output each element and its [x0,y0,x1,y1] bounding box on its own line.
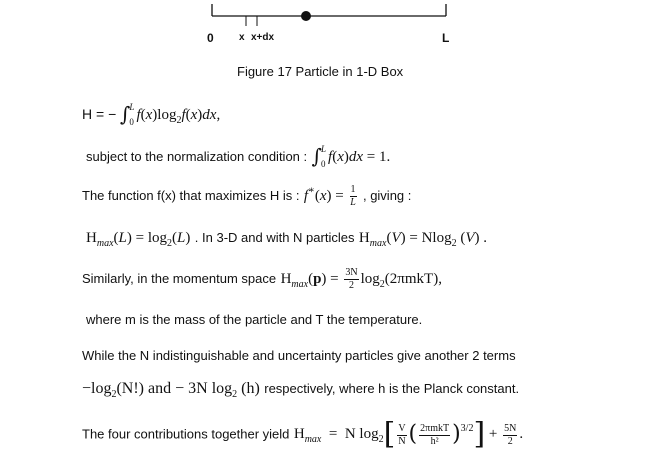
particle-dot [301,11,311,21]
label-l: L [442,31,450,45]
final-result-line: The four contributions together yield $H_{max} = N$ $\log_2$[ $\frac{V}{N}$ ( $\frac{\text{2πmkT}}{\text{h²}}$ )$^{3/2}$] + $\frac{5N}{2}$ . [82,417,524,452]
label-zero: 0 [207,31,214,45]
normalization-line: subject to the normalization condition : ∫ L 0 f(x)dx = 1. [86,143,391,169]
planck-line: $-\log_2(N!)$ and − 3N $\log_2 (h)$ respectively, where h is the Planck constant. [82,380,520,400]
maximizer-after: , giving : [362,187,412,203]
hmax-1d-text: . In 3-D and with N particles [194,230,355,245]
entropy-definition: H = − ∫ L 0 $f(x)\log_2f(x)dx$, [82,101,221,127]
momentum-text: Similarly, in the momentum space [82,270,277,286]
maximizer-line: The function f(x) that maximizes H is : f∗(x) = $\frac{1}{L}$ , giving : [82,184,412,208]
hmax-line: $H_{max}(L) = \log_2(L)$ . In 3-D and with N particles $H_{max}(V) = Nlog_2$ (V) . [86,230,487,249]
box-diagram [0,0,663,50]
label-x-dx: x+dx [251,32,275,43]
normalization-text: subject to the normalization condition : [86,149,308,164]
mass-temperature-line: where m is the mass of the particle and T the temperature. [86,312,423,327]
indistinguishable-line: While the N indistinguishable and uncertainty particles give another 2 terms [82,348,516,363]
momentum-line: Similarly, in the momentum space $H_{max}(p)$ = $\frac{3N}{2}$ $\log_2(2\pi mkT)$, [82,267,442,291]
planck-text: respectively, where h is the Planck constant. [264,381,520,396]
label-x: x [239,32,245,43]
contrib-text: The four contributions together yield [82,426,290,442]
maximizer-text: The function f(x) that maximizes H is : [82,187,300,203]
figure-caption: Figure 17 Particle in 1-D Box [237,64,404,79]
